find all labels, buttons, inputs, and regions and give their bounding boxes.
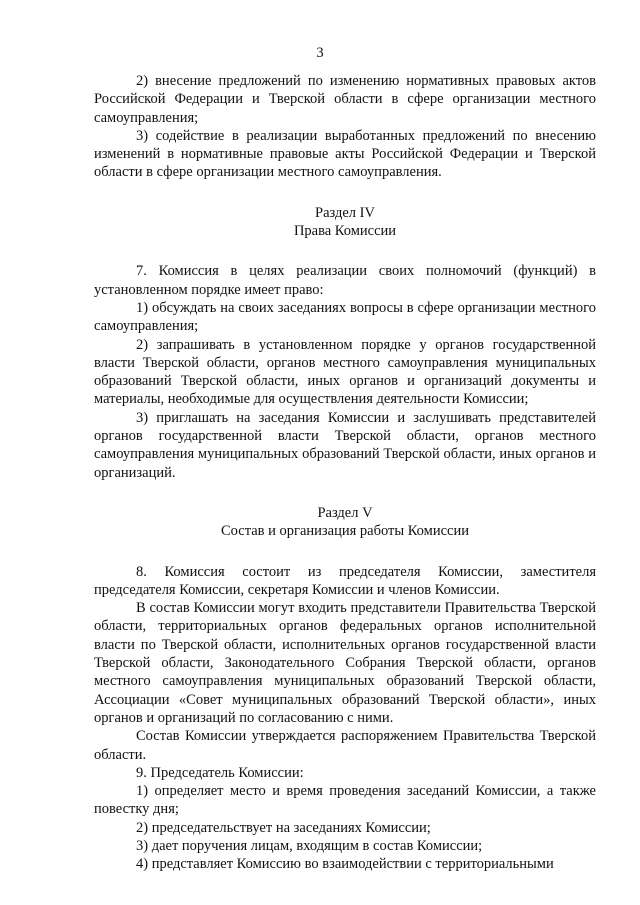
- paragraph: 3) содействие в реализации выработанных предложений по внесению изменений в нормативные правовые акты Российской Федерации и Тверской области в сфере организации местного самоуправления.: [94, 127, 596, 181]
- paragraph: 2) запрашивать в установленном порядке у органов государственной власти Тверской области, органов местного самоуправления муниципальных образований Тверской области, иных органов и организаций документы и материалы, необходимые для осуществления деятельности Комиссии;: [94, 336, 596, 408]
- page-number: 3: [316, 45, 324, 61]
- paragraph: 1) обсуждать на своих заседаниях вопросы в сфере организации местного самоуправления;: [94, 299, 596, 335]
- paragraph: 8. Комиссия состоит из председателя Комиссии, заместителя председателя Комиссии, секретаря Комиссии и членов Комиссии.: [94, 563, 596, 598]
- paragraph: 1) определяет место и время проведения заседаний Комиссии, а также повестку дня;: [94, 783, 596, 818]
- paragraph: 9. Председатель Комиссии:: [136, 764, 304, 781]
- document-body: [94, 72, 596, 874]
- paragraph: 4) представляет Комиссию во взаимодействии с территориальными: [136, 856, 554, 873]
- section-5-title: Состав и организация работы Комиссии: [221, 523, 469, 540]
- paragraph: В состав Комиссии могут входить представители Правительства Тверской области, территориальных органов федеральных органов исполнительной власти по Тверской области, исполнительных органов государственной власти Тверской области, Законодательного Собрания Тверской области, органов местного самоуправления муниципальных образований Тверской области, Ассоциации «Совет муниципальных образований Тверской области», иных органов и организаций по согласованию с ними.: [94, 600, 596, 726]
- paragraph: 3) дает поручения лицам, входящим в состав Комиссии;: [136, 837, 483, 854]
- paragraph: Состав Комиссии утверждается распоряжением Правительства Тверской области.: [94, 728, 596, 763]
- section-5-label: Раздел V: [317, 504, 373, 521]
- paragraph: 3) приглашать на заседания Комиссии и заслушивать представителей органов государственной власти Тверской области, органов местного самоуправления муниципальных образований Тверской области, иных органов и организаций.: [94, 409, 596, 481]
- section-4-title: Права Комиссии: [293, 223, 397, 240]
- paragraph: 2) внесение предложений по изменению нормативных правовых актов Российской Федерации и Тверской области в сфере организации местного самоуправления;: [94, 73, 596, 126]
- paragraph: 7. Комиссия в целях реализации своих полномочий (функций) в установленном порядке имеет право:: [94, 263, 596, 298]
- section-4-label: Раздел IV: [315, 204, 375, 221]
- paragraph: 2) председательствует на заседаниях Комиссии;: [136, 819, 431, 836]
